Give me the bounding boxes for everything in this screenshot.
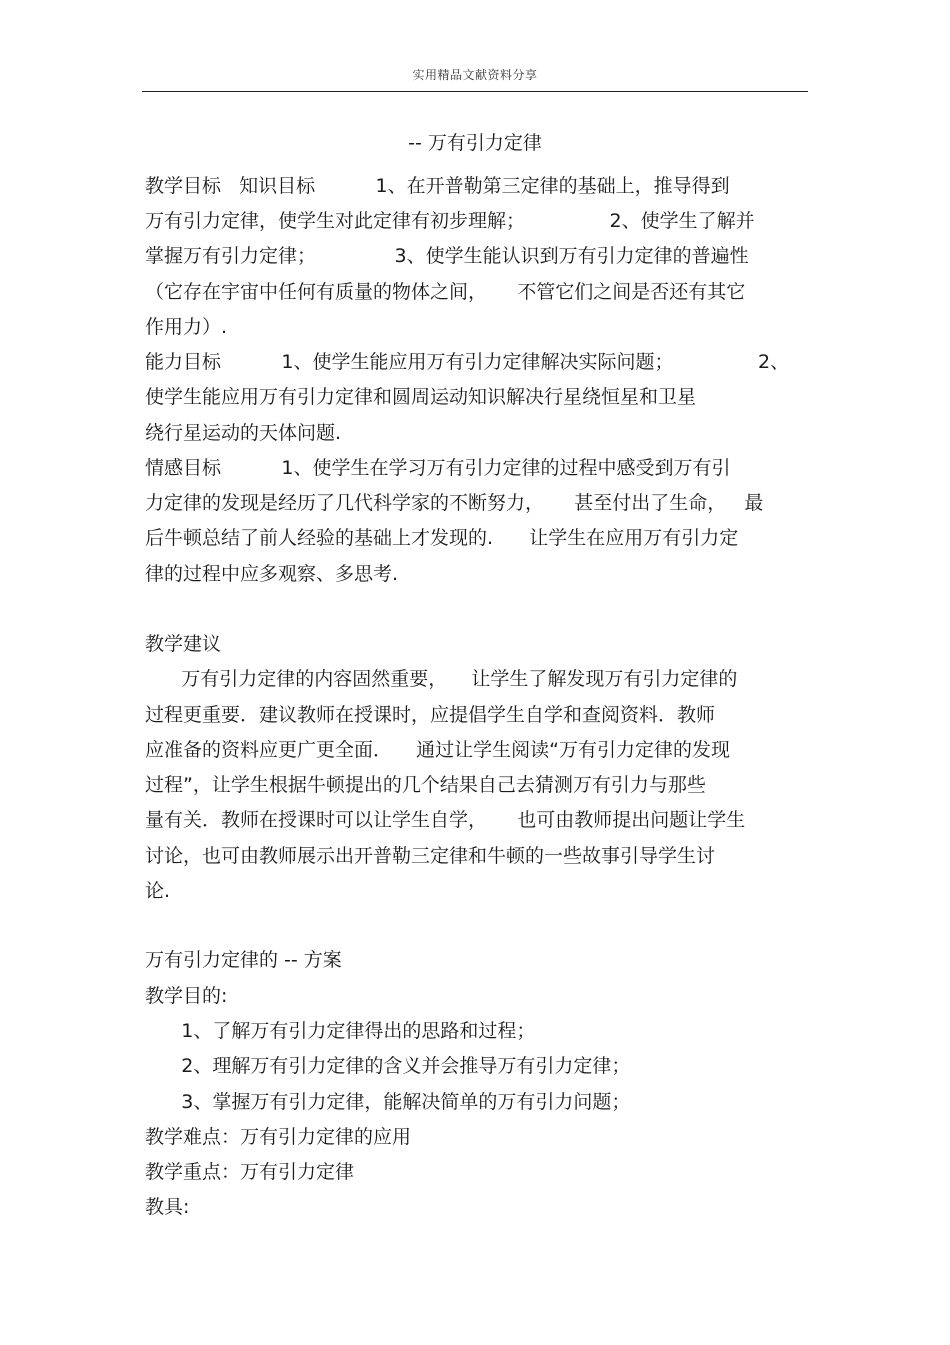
purpose-item: 3、掌握万有引力定律，能解决简单的万有引力问题； <box>145 1091 631 1113</box>
objectives-line: （它存在宇宙中任何有质量的物体之间， 不管它们之间是否还有其它 <box>145 281 746 303</box>
suggestion-line: 应准备的资料应更广更全面． 通过让学生阅读“万有引力定律的发现 <box>145 739 731 761</box>
suggestion-line: 论. <box>145 880 171 902</box>
plan-heading: 万有引力定律的 -- 方案 <box>145 949 342 971</box>
objectives-line: 律的过程中应多观察、多思考. <box>145 563 399 585</box>
document-title: -- 万有引力定律 <box>408 132 542 154</box>
objectives-line: 后牛顿总结了前人经验的基础上才发现的. 让学生在应用万有引力定 <box>145 527 739 549</box>
suggestion-heading: 教学建议 <box>145 633 222 655</box>
objectives-line: 使学生能应用万有引力定律和圆周运动知识解决行星绕恒星和卫星 <box>145 386 697 408</box>
page-header: 实用精品文献资料分享 <box>412 68 538 82</box>
objectives-line: 能力目标 1、使学生能应用万有引力定律解决实际问题； 2、 <box>145 351 790 373</box>
objectives-line: 力定律的发现是经历了几代科学家的不断努力， 甚至付出了生命， 最 <box>145 492 764 514</box>
suggestion-line: 万有引力定律的内容固然重要， 让学生了解发现万有引力定律的 <box>145 668 738 690</box>
purpose-label: 教学目的: <box>145 985 228 1007</box>
objectives-line: 掌握万有引力定律； 3、使学生能认识到万有引力定律的普遍性 <box>145 245 749 267</box>
objectives-line: 万有引力定律，使学生对此定律有初步理解； 2、使学生了解并 <box>145 210 755 232</box>
key-point-line: 教学重点：万有引力定律 <box>145 1161 355 1183</box>
suggestion-line: 过程”，让学生根据牛顿提出的几个结果自己去猜测万有引力与那些 <box>145 774 706 796</box>
objectives-line: 作用力）. <box>145 316 228 338</box>
header-divider <box>142 91 808 92</box>
tools-line: 教具: <box>145 1196 190 1218</box>
suggestion-line: 讨论，也可由教师展示出开普勒三定律和牛顿的一些故事引导学生讨 <box>145 845 716 867</box>
purpose-item: 2、理解万有引力定律的含义并会推导万有引力定律； <box>145 1055 631 1077</box>
suggestion-line: 量有关．教师在授课时可以让学生自学， 也可由教师提出问题让学生 <box>145 809 746 831</box>
objectives-line: 绕行星运动的天体问题. <box>145 422 342 444</box>
suggestion-line: 过程更重要．建议教师在授课时，应提倡学生自学和查阅资料．教师 <box>145 704 716 726</box>
difficulty-line: 教学难点：万有引力定律的应用 <box>145 1126 412 1148</box>
objectives-line: 教学目标 知识目标 1、在开普勒第三定律的基础上，推导得到 <box>145 175 730 197</box>
purpose-item: 1、了解万有引力定律得出的思路和过程； <box>145 1020 536 1042</box>
objectives-line: 情感目标 1、使学生在学习万有引力定律的过程中感受到万有引 <box>145 457 731 479</box>
